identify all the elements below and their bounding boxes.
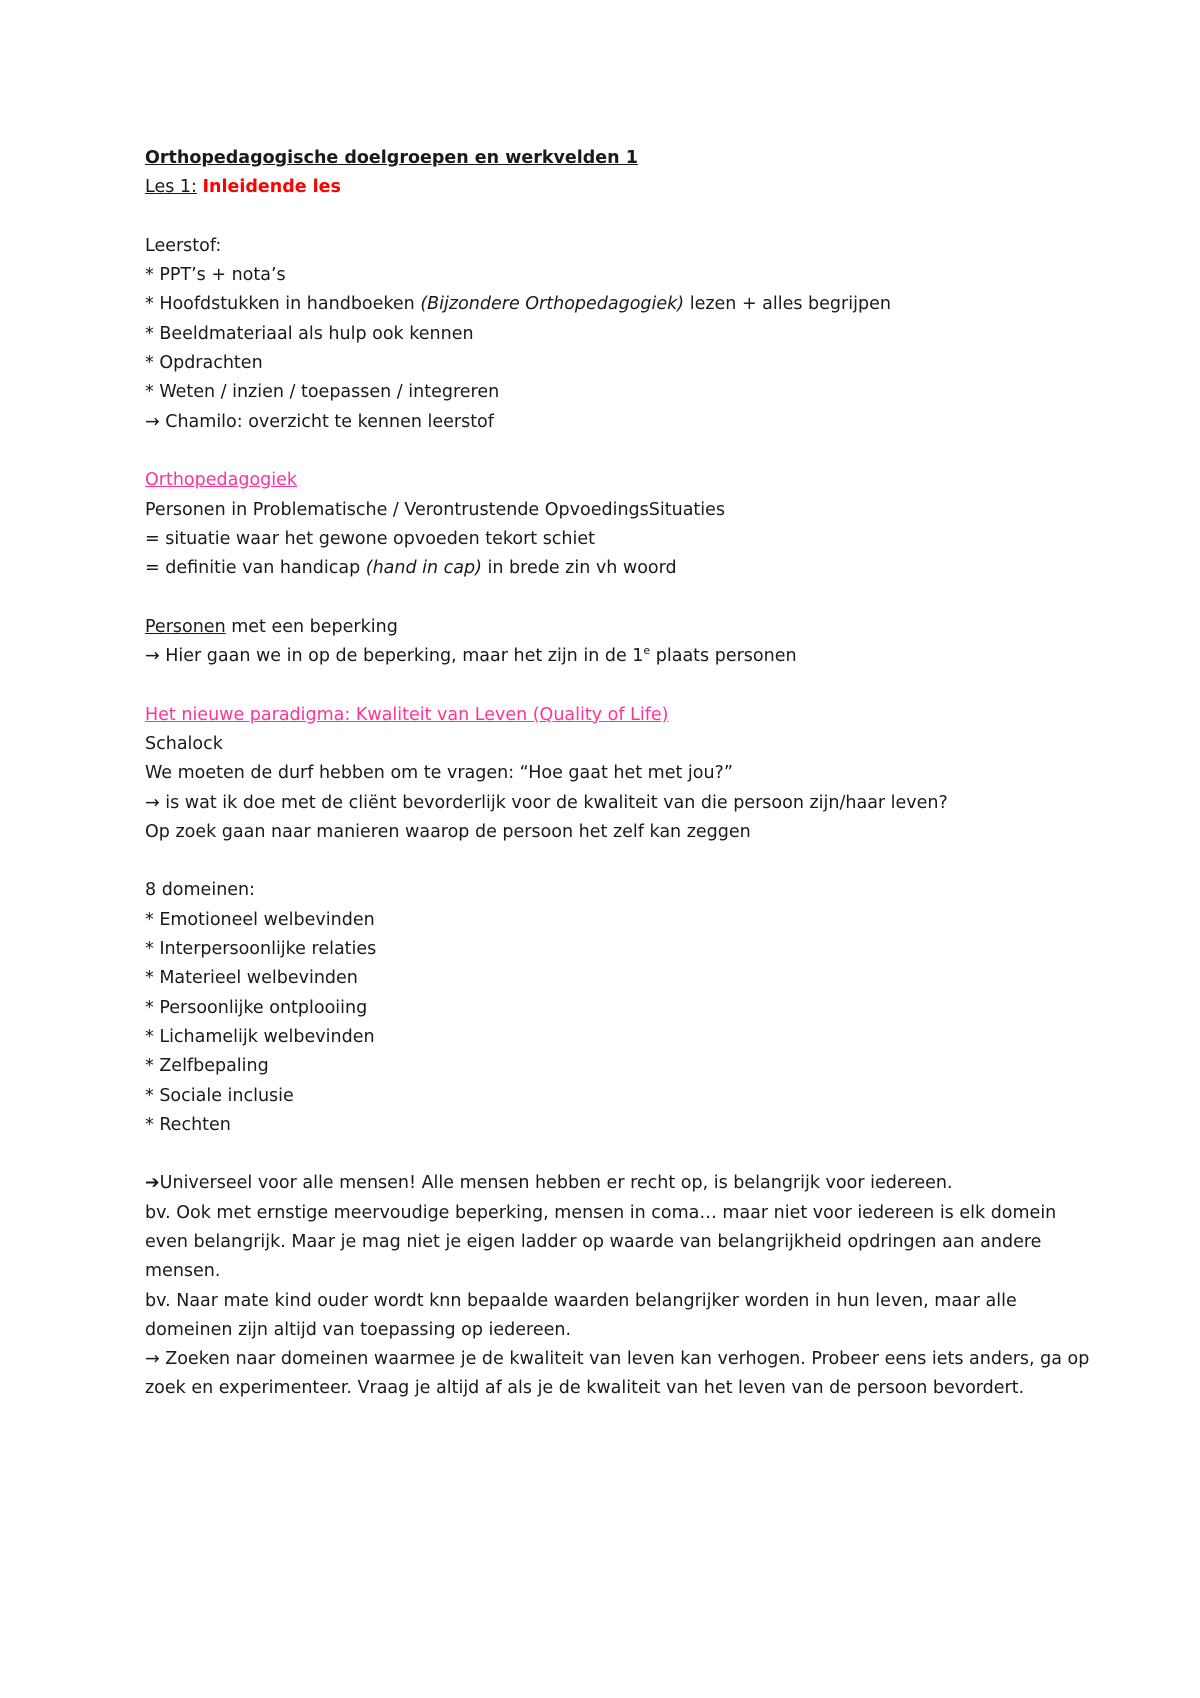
ortho-italic: (hand in cap) <box>365 558 482 579</box>
ortho-line: = situatie waar het gewone opvoeden tekort schiet <box>145 528 596 549</box>
leerstof-arrow-line <box>145 408 1100 437</box>
slot-arrow-text: Zoeken naar domeinen waarmee je de kwaliteit van leven kan verhogen. Probeer eens iets anders, ga op zoek en experimenteer. Vraag je altijd af als je de kwaliteit van het leven van de persoon bevordert. <box>145 1349 1090 1399</box>
arrow-icon: → <box>145 792 160 813</box>
personen-arrow-line <box>145 642 1100 671</box>
leerstof-item: * Beeldmateriaal als hulp ook kennen <box>145 323 474 344</box>
slot-paragraph: bv. Ook met ernstige meervoudige beperking, mensen in coma… maar niet voor iedereen is elk domein even belangrijk. Maar je mag niet je eigen ladder op waarde van belangrijkheid opdringen aan andere mensen. <box>145 1202 1057 1282</box>
ortho-line <box>145 554 1100 583</box>
domein-item: * Emotioneel welbevinden <box>145 909 375 930</box>
paradigma-line: Schalock <box>145 733 223 754</box>
lesson-name: Inleidende les <box>202 177 341 198</box>
bold-arrow-icon: ➔ <box>145 1173 160 1194</box>
domein-item: * Rechten <box>145 1114 231 1135</box>
leerstof-arrow-text: Chamilo: overzicht te kennen leerstof <box>159 411 494 432</box>
domein-item: * Interpersoonlijke relaties <box>145 939 377 960</box>
domein-item: * Persoonlijke ontplooiing <box>145 997 368 1018</box>
ortho-text: in brede zin vh woord <box>481 558 677 579</box>
leerstof-item-text: * Hoofdstukken in handboeken <box>145 294 421 315</box>
leerstof-book-title: (Bijzondere Orthopedagogiek) <box>420 294 685 315</box>
domein-item: * Zelfbepaling <box>145 1056 269 1077</box>
ortho-text: = definitie van handicap <box>145 558 366 579</box>
arrow-icon: → <box>145 646 160 667</box>
lesson-prefix: Les 1: <box>145 177 197 198</box>
domeinen-heading: 8 domeinen: <box>145 880 256 901</box>
leerstof-heading: Leerstof: <box>145 235 222 256</box>
document-title: Orthopedagogische doelgroepen en werkvelden 1 <box>145 148 638 168</box>
leerstof-item-text: lezen + alles begrijpen <box>684 294 891 315</box>
ortho-heading: Orthopedagogiek <box>145 470 298 491</box>
arrow-icon: → <box>145 411 160 432</box>
ortho-line: Personen in Problematische / Verontrustende OpvoedingsSituaties <box>145 499 726 520</box>
leerstof-item: * Weten / inzien / toepassen / integreren <box>145 382 500 403</box>
personen-line <box>145 613 1100 642</box>
slot-universal <box>145 1169 1100 1198</box>
slot-arrow-paragraph <box>145 1345 1100 1404</box>
personen-arrow-text: Hier gaan we in op de beperking, maar het zijn in de 1 <box>159 646 644 667</box>
paradigma-line: We moeten de durf hebben om te vragen: “Hoe gaat het met jou?” <box>145 763 733 784</box>
paradigma-arrow-line <box>145 789 1100 818</box>
domein-item: * Materieel welbevinden <box>145 968 358 989</box>
domein-item: * Sociale inclusie <box>145 1085 294 1106</box>
slot-universal-text: Universeel voor alle mensen! Alle mensen hebben er recht op, is belangrijk voor iedereen. <box>159 1173 953 1194</box>
personen-rest: met een beperking <box>225 616 398 637</box>
personen-arrow-text: plaats personen <box>650 646 797 667</box>
leerstof-item: * Opdrachten <box>145 353 263 374</box>
paradigma-line: Op zoek gaan naar manieren waarop de persoon het zelf kan zeggen <box>145 821 751 842</box>
domein-item: * Lichamelijk welbevinden <box>145 1026 375 1047</box>
paradigma-arrow-text: is wat ik doe met de cliënt bevorderlijk voor de kwaliteit van die persoon zijn/haar leven? <box>159 792 948 813</box>
lesson-line <box>145 173 1100 202</box>
leerstof-item <box>145 290 1100 319</box>
superscript: e <box>643 644 651 658</box>
leerstof-item: * PPT’s + nota’s <box>145 265 286 286</box>
slot-paragraph: bv. Naar mate kind ouder wordt knn bepaalde waarden belangrijker worden in hun leven, maar alle domeinen zijn altijd van toepassing op iedereen. <box>145 1290 1017 1340</box>
arrow-icon: → <box>145 1349 160 1370</box>
paradigma-heading: Het nieuwe paradigma: Kwaliteit van Leven (Quality of Life) <box>145 704 669 725</box>
personen-word: Personen <box>145 616 226 637</box>
